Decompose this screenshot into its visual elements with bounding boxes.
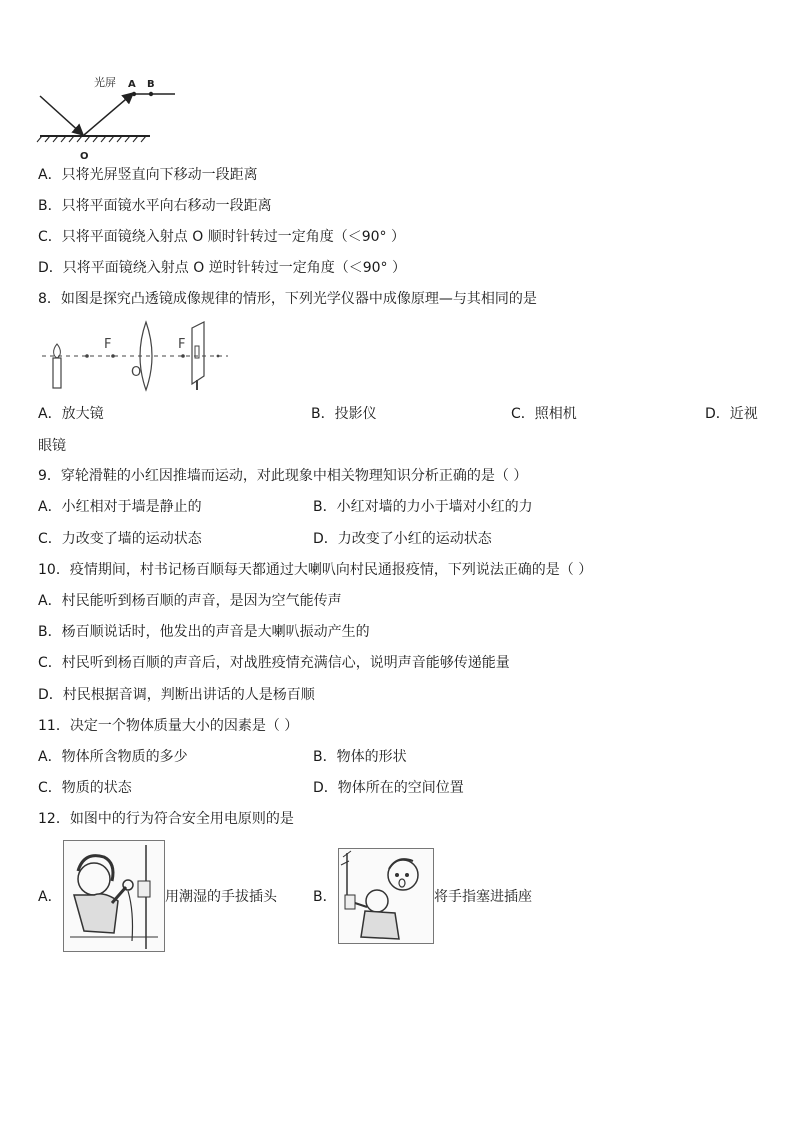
point-a-dot	[132, 92, 136, 96]
incident-ray	[40, 96, 82, 134]
q8-option-a[interactable]: A．放大镜	[38, 406, 104, 422]
q10-option-a[interactable]: A．村民能听到杨百顺的声音，是因为空气能传声	[38, 593, 342, 609]
q12-option-b-letter[interactable]: B．	[313, 889, 337, 905]
candle	[53, 358, 61, 388]
q7-option-d[interactable]: D．只将平面镜绕入射点 O 逆时针转过一定角度（＜90° ）	[38, 260, 406, 276]
q10-option-c[interactable]: C．村民听到杨百顺的声音后，对战胜疫情充满信心，说明声音能够传递能量	[38, 655, 510, 671]
q12-option-b-caption: 将手指塞进插座	[434, 889, 532, 905]
q9-option-c[interactable]: C．力改变了墙的运动状态	[38, 531, 202, 547]
point-b-label: B	[147, 79, 155, 90]
candle-flame	[54, 344, 61, 358]
reflection-diagram	[30, 72, 190, 162]
q8-option-c[interactable]: C．照相机	[511, 406, 577, 422]
q11-option-a[interactable]: A．物体所含物质的多少	[38, 749, 188, 765]
q8-stem: 8．如图是探究凸透镜成像规律的情形，下列光学仪器中成像原理—与其相同的是	[38, 291, 537, 307]
q12-option-a-letter[interactable]: A．	[38, 889, 62, 905]
point-a-label: A	[128, 79, 136, 90]
q7-option-b[interactable]: B．只将平面镜水平向右移动一段距离	[38, 198, 272, 214]
q8-option-b[interactable]: B．投影仪	[311, 406, 377, 422]
q7-option-a[interactable]: A．只将光屏竖直向下移动一段距离	[38, 167, 258, 183]
q9-option-a[interactable]: A．小红相对于墙是静止的	[38, 499, 202, 515]
lens-center-label: O	[131, 365, 142, 380]
convex-lens-diagram	[40, 318, 230, 396]
q9-stem: 9．穿轮滑鞋的小红因推墙而运动，对此现象中相关物理知识分析正确的是（ ）	[38, 468, 528, 484]
finger-in-socket-illustration	[338, 848, 434, 944]
q7-option-c[interactable]: C．只将平面镜绕入射点 O 顺时针转过一定角度（＜90° ）	[38, 229, 405, 245]
q9-option-b[interactable]: B．小红对墙的力小于墙对小红的力	[313, 499, 533, 515]
q8-option-d-continued: 眼镜	[38, 438, 66, 454]
focus-right-label: F	[178, 337, 186, 352]
q10-option-d[interactable]: D．村民根据音调，判断出讲话的人是杨百顺	[38, 687, 315, 703]
reflected-ray	[84, 94, 132, 135]
q9-option-d[interactable]: D．力改变了小红的运动状态	[313, 531, 492, 547]
light-screen-plate	[192, 322, 204, 384]
q11-stem: 11．决定一个物体质量大小的因素是（ ）	[38, 718, 299, 734]
screen-label: 光屏	[94, 76, 116, 89]
q10-option-b[interactable]: B．杨百顺说话时，他发出的声音是大喇叭振动产生的	[38, 624, 370, 640]
q12-option-a-caption: 用潮湿的手拔插头	[165, 889, 277, 905]
point-b-dot	[149, 92, 153, 96]
focus-left-label: F	[104, 337, 112, 352]
focus-left-dot	[111, 354, 115, 358]
focus-right-dot	[181, 354, 185, 358]
q10-stem: 10．疫情期间，村书记杨百顺每天都通过大喇叭向村民通报疫情，下列说法正确的是（ ）	[38, 562, 593, 578]
q8-option-d[interactable]: D．近视	[705, 406, 758, 422]
q11-option-b[interactable]: B．物体的形状	[313, 749, 407, 765]
q11-option-c[interactable]: C．物质的状态	[38, 780, 132, 796]
wet-hand-plug-illustration	[63, 840, 165, 952]
q12-stem: 12．如图中的行为符合安全用电原则的是	[38, 811, 294, 827]
q11-option-d[interactable]: D．物体所在的空间位置	[313, 780, 464, 796]
point-o-label: O	[80, 151, 89, 162]
